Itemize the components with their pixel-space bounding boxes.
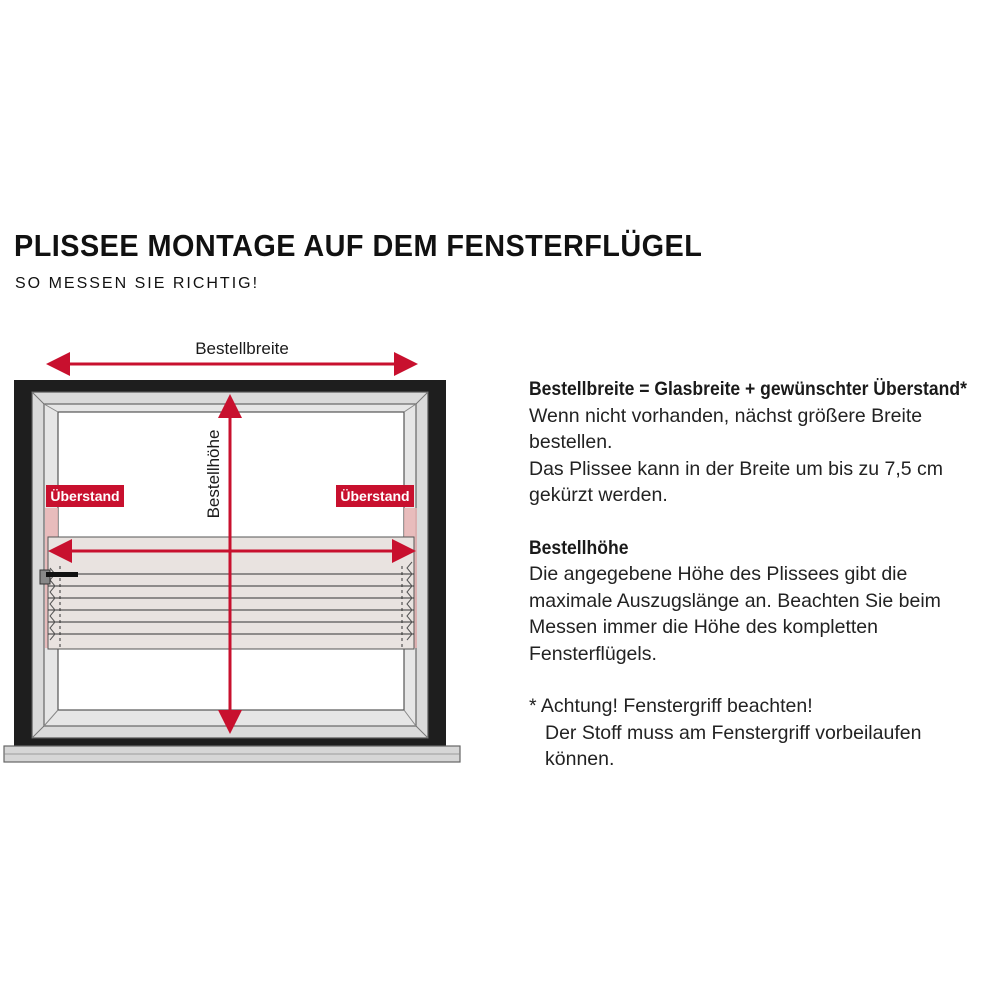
width-text-line: Wenn nicht vorhanden, nächst größere Breite — [529, 404, 923, 427]
measurement-instructions — [529, 376, 999, 773]
window-handle — [46, 572, 78, 577]
width-label: Bestellbreite — [195, 339, 289, 358]
height-text-line: Fensterflügels. — [529, 642, 657, 665]
handle-note-line: Der Stoff muss am Fenstergriff vorbeilaufen — [545, 721, 922, 744]
width-text-line: gekürzt werden. — [529, 484, 668, 506]
height-label: Bestellhöhe — [204, 429, 223, 519]
width-heading: Bestellbreite = Glasbreite + gewünschter Überstand* — [529, 378, 967, 400]
handle-note: * Achtung! Fenstergriff beachten! — [529, 695, 813, 717]
page-subtitle: SO MESSEN SIE RICHTIG! — [15, 275, 260, 292]
width-text-line: bestellen. — [529, 431, 613, 453]
height-text-line: Messen immer die Höhe des kompletten — [529, 616, 878, 638]
handle-note-line: können. — [545, 748, 615, 770]
overhang-label-left: Überstand — [50, 488, 120, 504]
window-diagram — [0, 320, 480, 800]
overhang-label-right: Überstand — [340, 488, 410, 504]
height-text-line: maximale Auszugslänge an. Beachten Sie beim — [529, 589, 941, 612]
height-heading: Bestellhöhe — [529, 536, 629, 559]
page-title: PLISSEE MONTAGE AUF DEM FENSTERFLÜGEL — [14, 228, 703, 263]
height-text-line: Die angegebene Höhe des Plissees gibt die — [529, 563, 908, 585]
width-text-line: Das Plissee kann in der Breite um bis zu 7,5 cm — [529, 457, 944, 480]
